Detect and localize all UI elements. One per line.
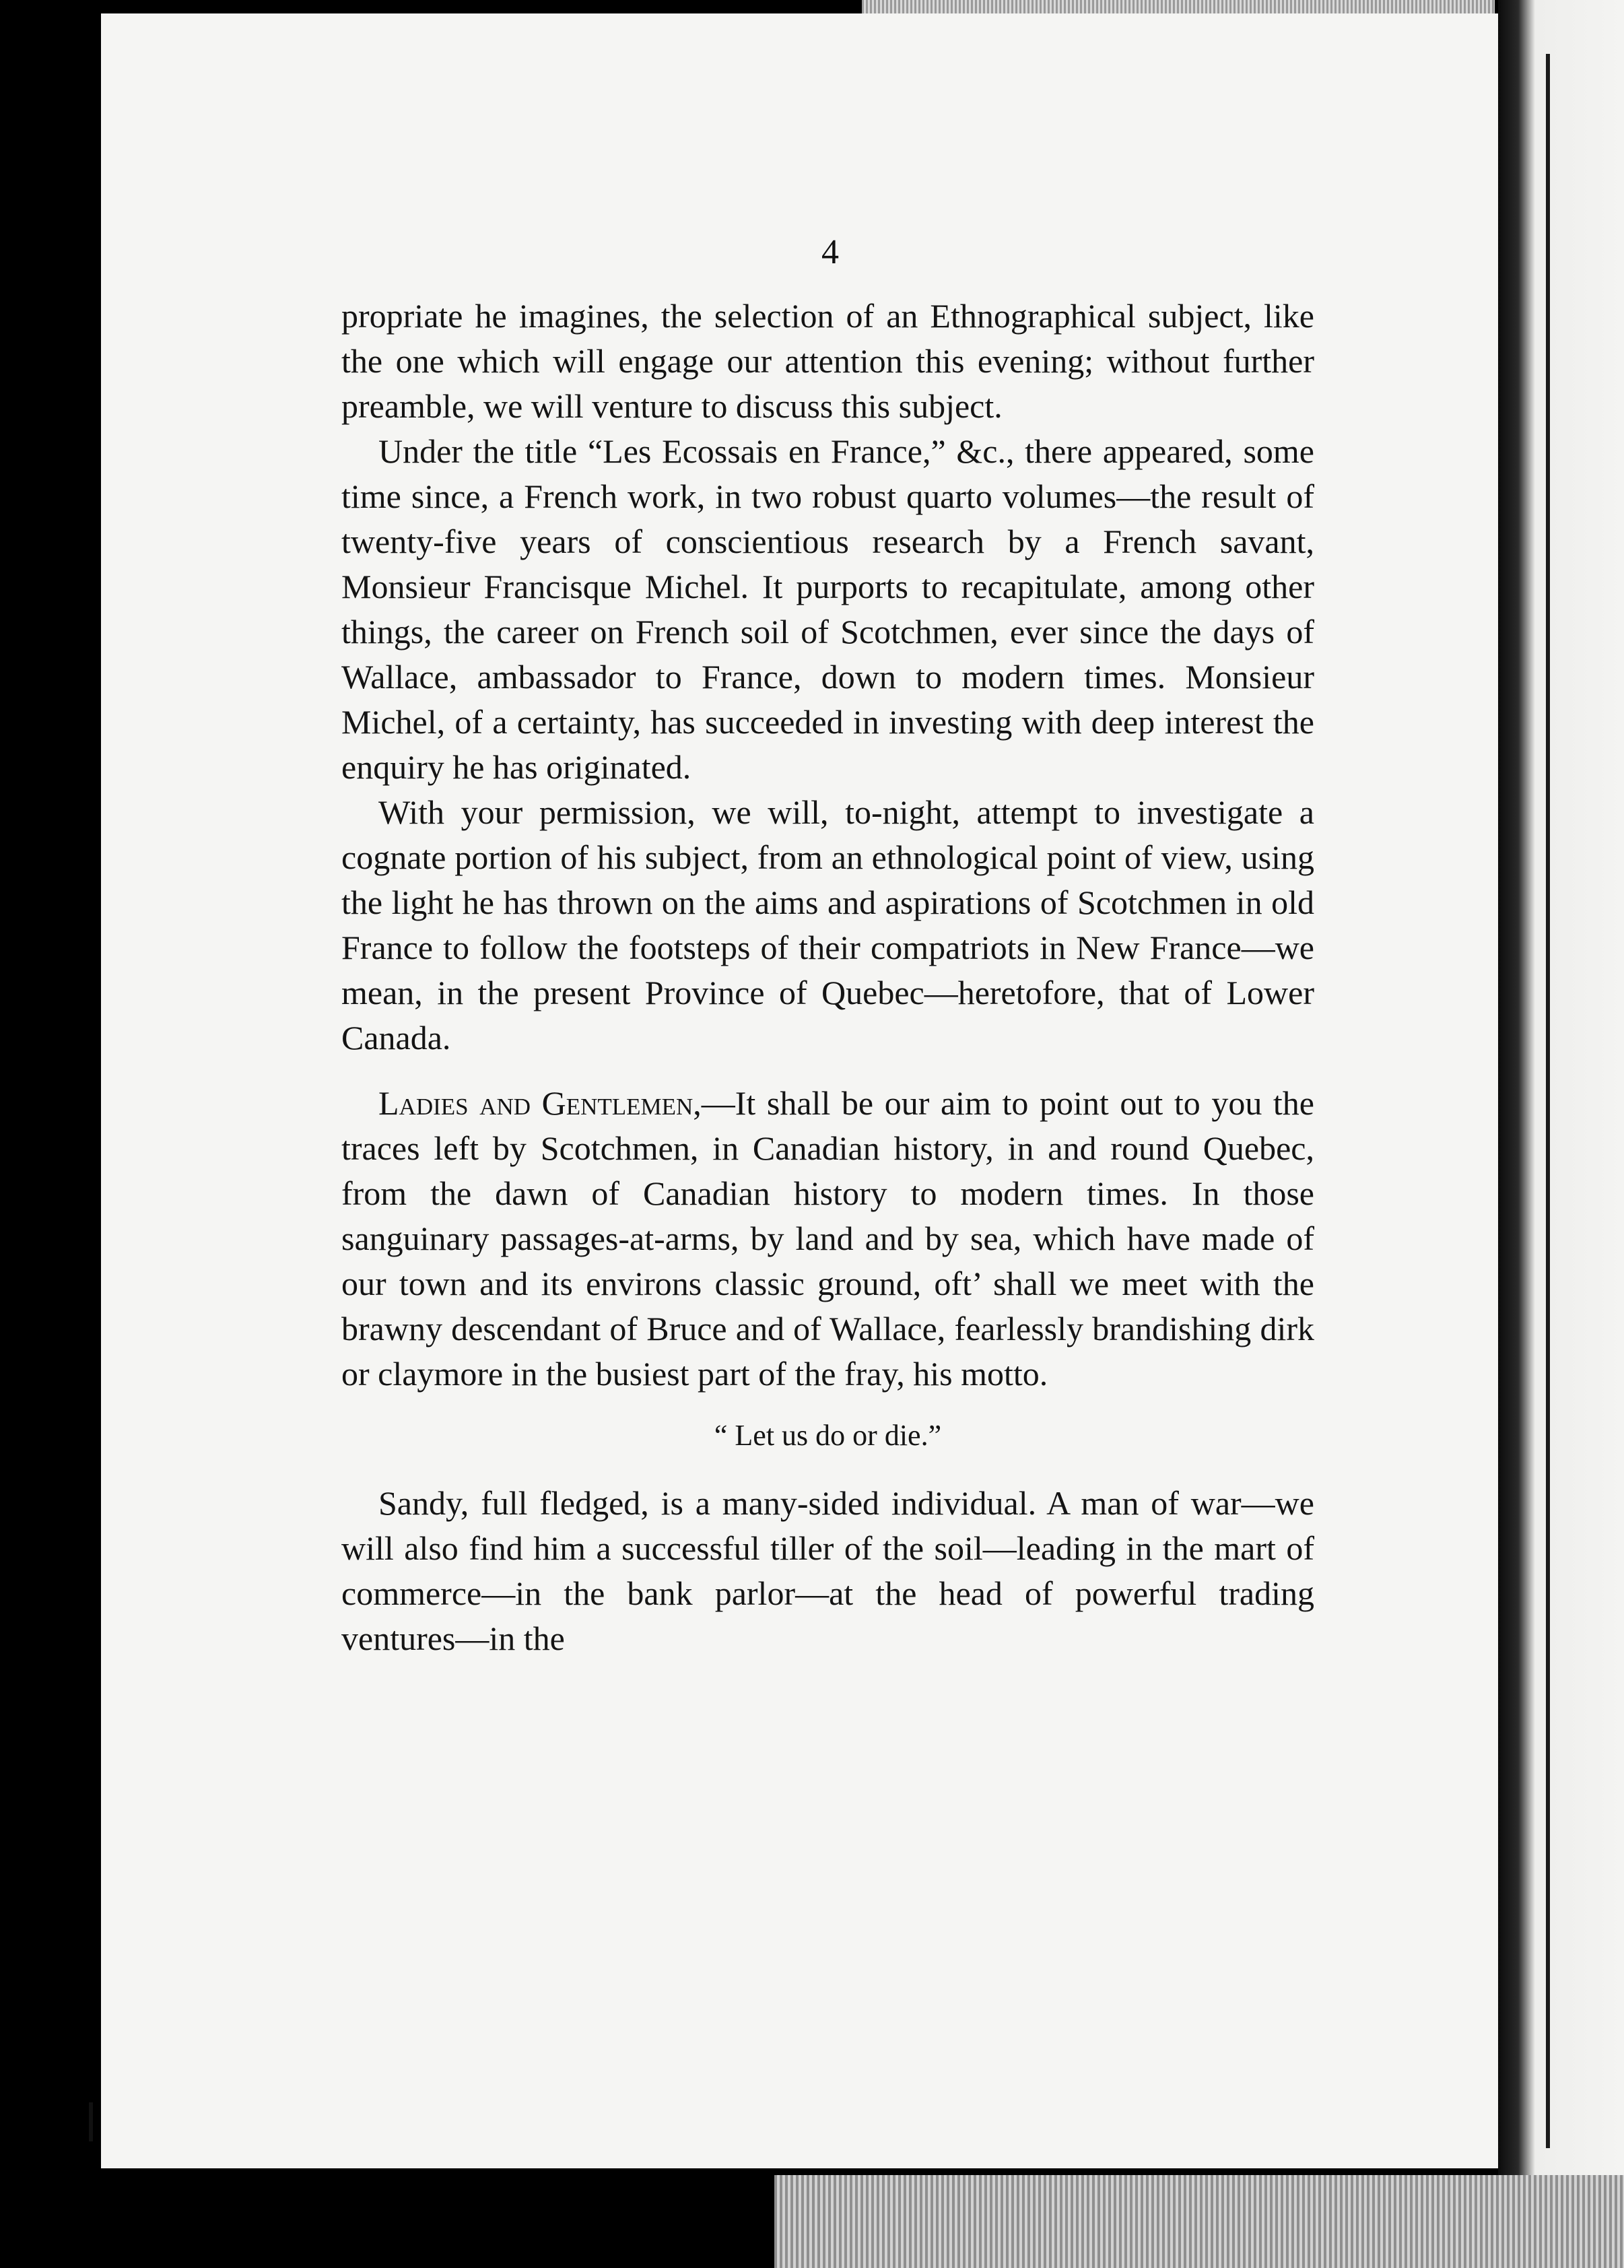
facing-page-edge — [1498, 0, 1624, 2268]
paragraph-1: propriate he imagines, the selection of an Ethnographical subject, like the one which will engage our attention this evening; without further preamble, we will venture to discuss this subject. — [341, 297, 1314, 425]
salutation: Ladies and Gentlemen, — [378, 1084, 702, 1122]
page-edge-shadow — [1546, 54, 1550, 2148]
body-text — [341, 294, 1314, 1661]
paragraph-5: Sandy, full fledged, is a many-sided individual. A man of war—we will also find him a successful tiller of the soil—leading in the mart of commerce—in the bank parlor—at the head of powerful trading ventures—in the — [341, 1484, 1314, 1657]
paragraph-4 — [341, 1081, 1314, 1397]
page-number: 4 — [821, 233, 839, 271]
paragraph-4-text: —It shall be our aim to point out to you the traces left by Scotchmen, in Canadian history, in and round Quebec, from the dawn of Canadian history to modern times. In those sanguinary passages-at-arms, by land and by sea, which have made of our town and its environs classic ground, oft’ shall we meet with the brawny descendant of Bruce and of Wallace, fearlessly brandishing dirk or claymore in the busiest part of the fray, his motto. — [341, 1084, 1314, 1393]
scan-edge-texture-bottom — [774, 2175, 1624, 2268]
paragraph-2: Under the title “Les Ecossais en France,” &c., there appeared, some time since, a French work, in two robust quarto volumes—the result of twenty-five years of conscientious research by a French savant, Monsieur Francisque Michel. It purports to recapitulate, among other things, the career on French soil of Scotchmen, ever since the days of Wallace, ambassador to France, down to modern times. Monsieur Michel, of a certainty, has succeeded in investing with deep interest the enquiry he has originated. — [341, 432, 1314, 786]
paragraph-3: With your permission, we will, to-night, attempt to investigate a cognate portion of his subject, from an ethnological point of view, using the light he has thrown on the aims and aspirations of Scotchmen in old France to follow the footsteps of their compatriots in New France—we mean, in the present Province of Quebec—heretofore, that of Lower Canada. — [341, 793, 1314, 1057]
motto-quote: “ Let us do or die.” — [714, 1419, 942, 1452]
scan-mark — [89, 2102, 93, 2141]
